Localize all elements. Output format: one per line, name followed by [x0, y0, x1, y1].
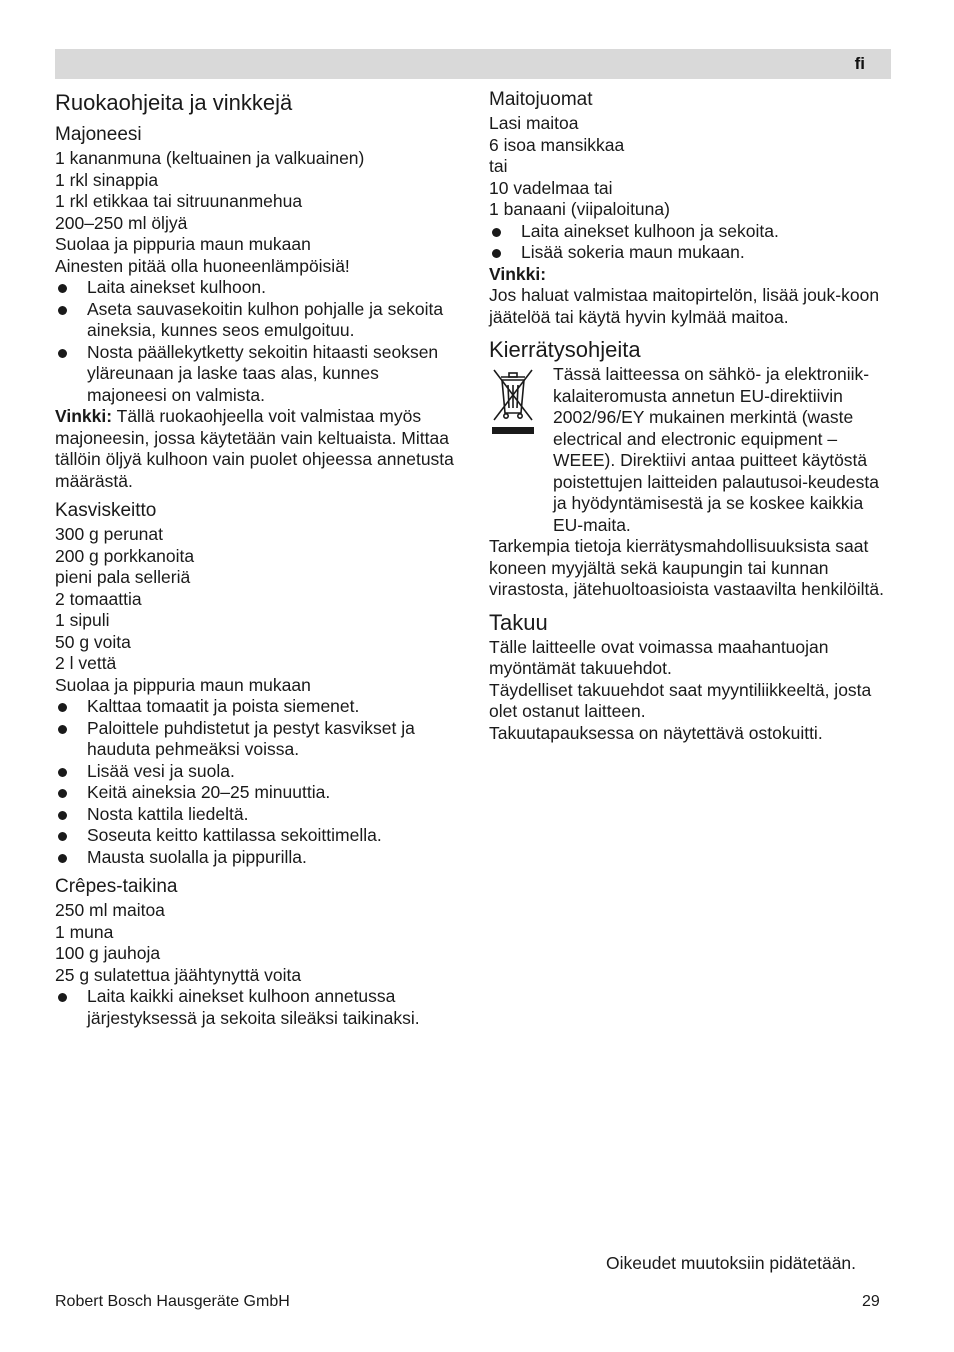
mayonnaise-steps: [55, 277, 460, 406]
list-item: Aseta sauvasekoitin kulhon pohjalle ja sekoita aineksia, kunnes seos emulgoituu.: [55, 299, 460, 342]
right-column: [489, 86, 893, 744]
ingredient-line: tai: [489, 156, 508, 176]
tip-label: Vinkki:: [55, 406, 113, 426]
rights-reserved-note: Oikeudet muutoksiin pidätetään.: [606, 1253, 857, 1273]
bullet-icon: [58, 768, 67, 777]
list-item: Soseuta keitto kattilassa sekoittimella.: [55, 825, 460, 847]
company-name: Robert Bosch Hausgeräte GmbH: [55, 1293, 290, 1310]
left-column: [55, 86, 460, 1029]
ingredient-line: 200 g porkkanoita: [55, 545, 195, 566]
soup-ingredients: [55, 524, 460, 696]
ingredient-line: 1 rkl sinappia: [55, 169, 159, 190]
ingredient-line: 1 kananmuna (keltuainen ja valkuainen): [55, 148, 365, 168]
mayonnaise-tip: [55, 406, 460, 492]
weee-crossed-out-bin-icon: [489, 367, 537, 437]
list-item: Mausta suolalla ja pippurilla.: [55, 847, 460, 869]
list-item: Paloittele puhdistetut ja pestyt kasvikset ja hauduta pehmeäksi voissa.: [55, 718, 460, 761]
ingredient-line: 2 tomaattia: [55, 588, 142, 609]
section-title-recipes: Ruokaohjeita ja vinkkejä: [55, 90, 293, 115]
milk-ingredients: [489, 113, 893, 221]
heading-milk-drinks: Maitojuomat: [489, 89, 593, 110]
ingredient-line: 50 g voita: [55, 631, 131, 652]
milk-tip-text: Jos haluat valmistaa maitopirtelön, lisää jouk-koon jäätelöä tai käytä hyvin kylmää maitoa.: [489, 285, 880, 327]
list-item: Laita ainekset kulhoon.: [55, 277, 460, 299]
bullet-icon: [58, 993, 67, 1002]
tip-label: Vinkki:: [489, 263, 547, 284]
ingredient-line: 1 banaani (viipaloituna): [489, 199, 670, 219]
ingredient-line: Suolaa ja pippuria maun mukaan: [55, 234, 311, 254]
bullet-icon: [58, 854, 67, 863]
heading-mayonnaise: Majoneesi: [55, 124, 142, 145]
crepes-ingredients: [55, 900, 460, 986]
recycling-info-text: Tarkempia tietoja kierrätysmahdollisuuksista saat koneen myyjältä sekä kaupungin tai kunnan virastosta, jätehuoltoasioista vastaavilta henkilöiltä.: [489, 536, 884, 599]
list-item: Laita ainekset kulhoon ja sekoita.: [489, 221, 893, 243]
ingredient-line: 200–250 ml öljyä: [55, 212, 188, 233]
bullet-icon: [58, 284, 67, 293]
list-item: Nosta kattila liedeltä.: [55, 804, 460, 826]
warranty-line: Takuutapauksessa on näytettävä ostokuitti.: [489, 722, 823, 743]
ingredient-line: 1 sipuli: [55, 610, 110, 630]
list-item: Laita kaikki ainekset kulhoon annetussa järjestyksessä ja sekoita sileäksi taikinaksi.: [55, 986, 460, 1029]
language-code: fi: [854, 54, 865, 73]
ingredient-line: 25 g sulatettua jäähtynyttä voita: [55, 964, 302, 985]
bullet-icon: [58, 349, 67, 358]
weee-notice: [489, 364, 893, 536]
ingredient-line: pieni pala selleriä: [55, 567, 191, 587]
mayonnaise-ingredients: [55, 148, 460, 277]
ingredient-line: Lasi maitoa: [489, 113, 579, 133]
ingredient-line: 100 g jauhoja: [55, 943, 161, 963]
ingredient-line: 1 rkl etikkaa tai sitruunanmehua: [55, 191, 303, 211]
heading-crepes: Crêpes-taikina: [55, 876, 178, 897]
bullet-icon: [492, 249, 501, 258]
weee-text: Tässä laitteessa on sähkö- ja elektroniik-kalaiteromusta annetun EU-direktiivin 2002/96/EY mukainen merkintä (waste electrical and electronic equipment – WEEE). Direktiivi antaa puitteet käytöstä poistettujen laitteiden palautusoi-keudesta ja hyödyntämisestä ja se koskee kaikkia EU-maita.: [553, 364, 879, 535]
ingredient-line: 300 g perunat: [55, 524, 164, 544]
milk-steps: [489, 221, 893, 264]
bullet-icon: [58, 789, 67, 798]
heading-recycling: Kierrätysohjeita: [489, 337, 641, 362]
ingredient-line: 1 muna: [55, 921, 114, 942]
bullet-icon: [58, 832, 67, 841]
ingredient-line: Ainesten pitää olla huoneenlämpöisiä!: [55, 255, 350, 276]
ingredient-line: 2 l vettä: [55, 653, 117, 673]
language-header-bar: [55, 49, 891, 79]
heading-vegetable-soup: Kasviskeitto: [55, 500, 157, 521]
list-item: Lisää vesi ja suola.: [55, 761, 460, 783]
warranty-line: Täydelliset takuuehdot saat myyntiliikkeeltä, josta olet ostanut laitteen.: [489, 679, 872, 721]
bullet-icon: [58, 811, 67, 820]
bullet-icon: [492, 228, 501, 237]
list-item: Nosta päällekytketty sekoitin hitaasti seoksen yläreunaan ja laske taas alas, kunnes majoneesi on valmista.: [55, 342, 460, 407]
ingredient-line: 10 vadelmaa tai: [489, 177, 613, 198]
page-number: 29: [862, 1293, 880, 1310]
bullet-icon: [58, 306, 67, 315]
crepes-steps: [55, 986, 460, 1029]
ingredient-line: 250 ml maitoa: [55, 900, 165, 920]
list-item: Keitä aineksia 20–25 minuuttia.: [55, 782, 460, 804]
soup-steps: [55, 696, 460, 868]
tip-text: Tällä ruokaohjeella voit valmistaa myös majoneesin, jossa käytetään vain keltuaista. Mittaa tällöin öljyä kulhoon vain puolet ohjeessa annetusta määrästä.: [55, 406, 454, 491]
warranty-line: Tälle laitteelle ovat voimassa maahantuojan myöntämät takuuehdot.: [489, 636, 829, 678]
list-item: Kalttaa tomaatit ja poista siemenet.: [55, 696, 460, 718]
bullet-icon: [58, 725, 67, 734]
bullet-icon: [58, 703, 67, 712]
list-item: Lisää sokeria maun mukaan.: [489, 242, 893, 264]
ingredient-line: Suolaa ja pippuria maun mukaan: [55, 674, 311, 695]
heading-warranty: Takuu: [489, 609, 548, 635]
ingredient-line: 6 isoa mansikkaa: [489, 134, 625, 155]
